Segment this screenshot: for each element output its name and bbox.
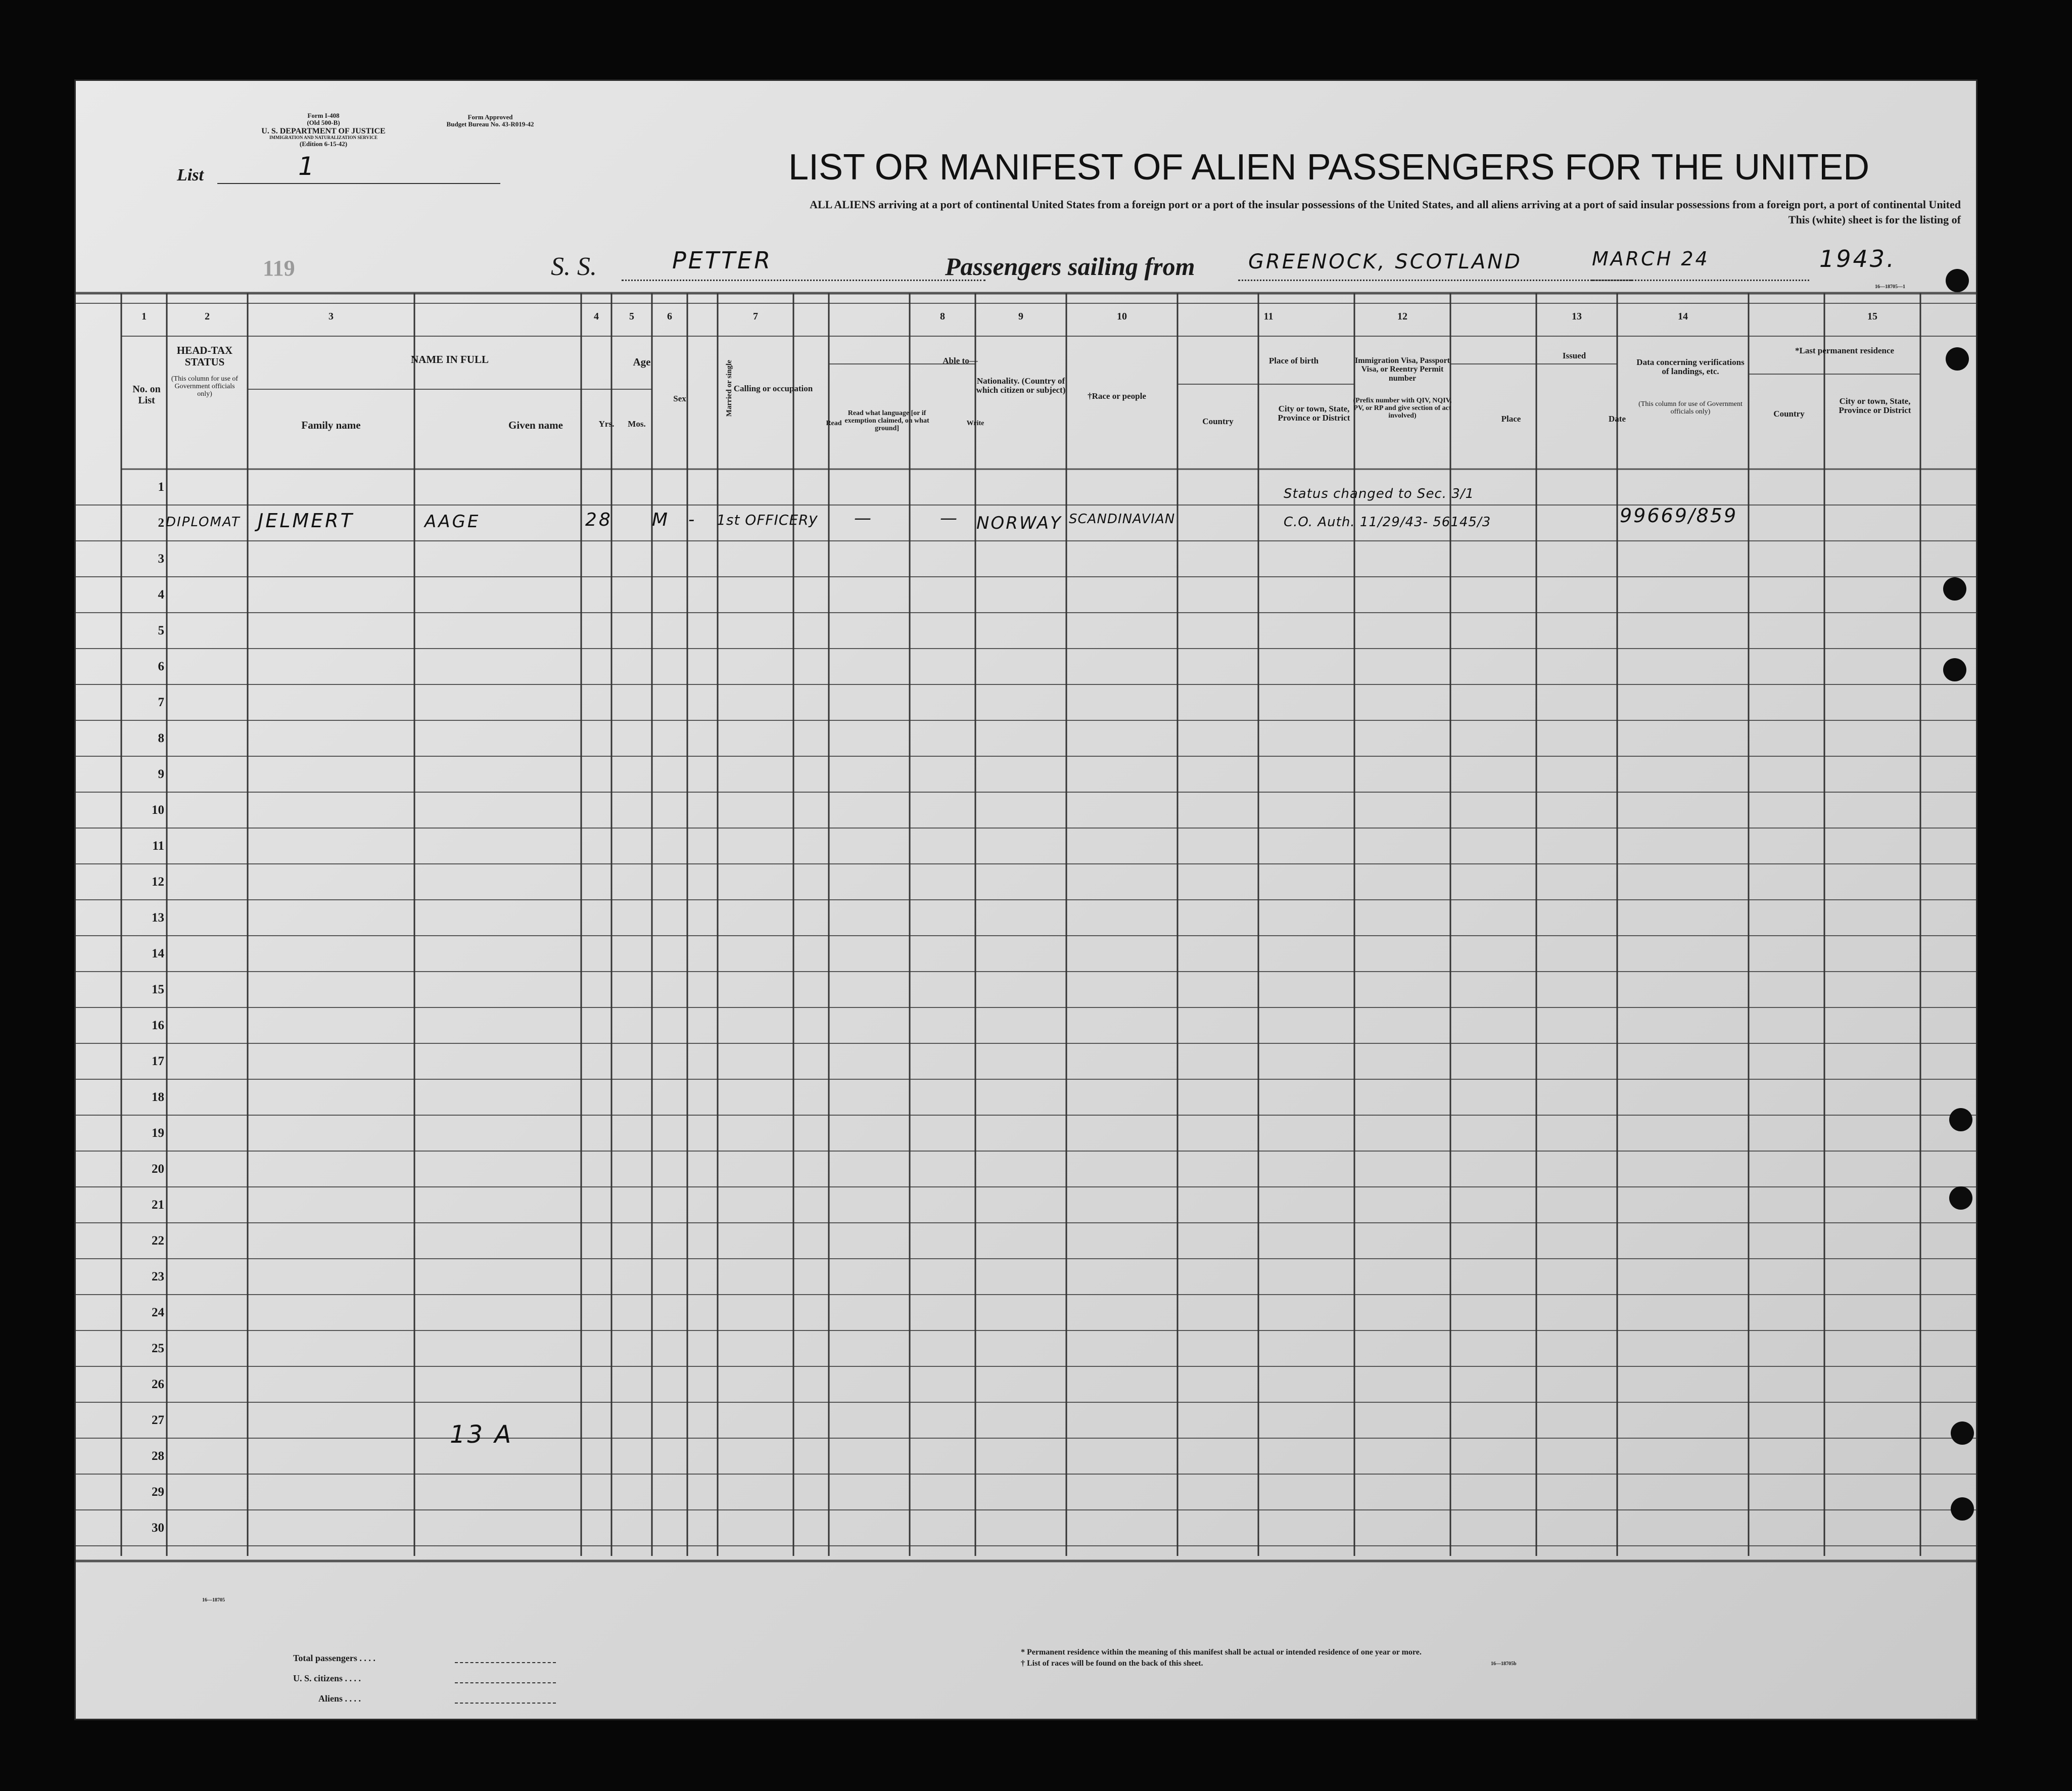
row-number: 4 — [158, 588, 164, 602]
column-number: 12 — [1397, 311, 1407, 322]
sailing-label: Passengers sailing from — [945, 252, 1195, 281]
header-last-residence: *Last permanent residence — [1795, 346, 1895, 355]
manifest-sheet — [76, 81, 1976, 1719]
punch-hole — [1951, 1497, 1974, 1521]
footer-code: 16—18705b — [1491, 1661, 1517, 1667]
punch-hole — [1943, 577, 1966, 601]
header-sex: Sex — [673, 394, 686, 403]
header-birth-city: City or town, State, Province or District — [1278, 404, 1350, 423]
entry-read: y — [809, 511, 820, 528]
footer-note-permanent: * Permanent residence within the meaning of this manifest shall be actual or intended residence of one year or more. — [1021, 1648, 1422, 1657]
header-nationality: Nationality. (Country of which citizen or subject) — [976, 376, 1066, 395]
header-data-note: (This column for use of Government officials only) — [1638, 400, 1743, 416]
row-number: 7 — [158, 696, 164, 709]
ss-label: S. S. — [551, 252, 597, 281]
header-no-on-list: No. on List — [132, 384, 161, 406]
footer-note-races: † List of races will be found on the back of this sheet. — [1021, 1659, 1203, 1668]
row-number: 8 — [158, 731, 164, 745]
row-number: 5 — [158, 624, 164, 637]
entry-age: 28 — [585, 510, 613, 530]
print-code: 16—18705—1 — [1875, 284, 1905, 290]
departure-year: 1943. — [1819, 245, 1896, 272]
column-number: 2 — [205, 311, 210, 322]
row-number: 18 — [152, 1090, 164, 1104]
row-number: 2 — [158, 516, 164, 530]
us-citizens-label: U. S. citizens . . . . — [293, 1673, 361, 1683]
manifest-subtitle: ALL ALIENS arriving at a port of continental United States from a foreign port or a port of the insular possessions of the United States, and all aliens arriving at a port of said insular possessions from a foreign port, a port of continental United — [810, 198, 1961, 211]
header-birth-country: Country — [1202, 417, 1234, 426]
row-number: 27 — [152, 1413, 164, 1427]
entry-nationality: NORWAY — [976, 513, 1062, 533]
service: IMMIGRATION AND NATURALIZATION SERVICE — [269, 135, 378, 141]
row-number: 11 — [152, 839, 164, 853]
entry-head-tax: DIPLOMAT — [166, 515, 241, 530]
ship-name: PETTER — [672, 247, 773, 274]
manifest-title: LIST OR MANIFEST OF ALIEN PASSENGERS FOR THE UNITED — [788, 147, 1870, 188]
row-number: 14 — [152, 947, 164, 960]
manifest-grid — [76, 81, 1976, 1719]
header-issued: Issued — [1562, 351, 1586, 360]
header-able-to: Able to— — [943, 356, 978, 365]
header-visa-note: (Prefix number with QIV, NQIV, PV, or RP and give section of act involved) — [1353, 397, 1452, 420]
header-family-name: Family name — [301, 419, 361, 431]
row-27-annotation: 13 A — [450, 1420, 513, 1449]
row-number: 28 — [152, 1449, 164, 1463]
header-visa: Immigration Visa, Passport Visa, or Reentry Permit number — [1355, 356, 1450, 383]
column-number: 9 — [1018, 311, 1023, 322]
form-number: Form I-408 — [307, 112, 340, 119]
header-name-in-full: NAME IN FULL — [410, 353, 489, 365]
header-issued-date: Date — [1609, 414, 1626, 424]
punch-hole — [1946, 269, 1969, 292]
edition: (Edition 6-15-42) — [299, 140, 348, 148]
entry-occupation: 1st OFFICER — [717, 512, 809, 528]
row-number: 3 — [158, 552, 164, 566]
total-passengers-label: Total passengers . . . . — [293, 1653, 375, 1663]
row-number: 22 — [152, 1234, 164, 1248]
row-number: 10 — [152, 803, 164, 817]
form-approved: Form Approved — [467, 113, 513, 121]
header-head-tax-note: (This column for use of Government officials only) — [171, 375, 239, 398]
entry-sex: M — [652, 510, 670, 530]
header-place-of-birth: Place of birth — [1268, 356, 1319, 365]
row-number: 25 — [152, 1342, 164, 1355]
column-number: 4 — [594, 311, 599, 322]
us-citizens-line — [455, 1682, 556, 1683]
row-number: 15 — [152, 983, 164, 996]
header-data-concerning: Data concerning verifications of landings, etc. — [1636, 357, 1745, 377]
row-number: 12 — [152, 875, 164, 889]
row-number: 30 — [152, 1521, 164, 1535]
row-number: 26 — [152, 1377, 164, 1391]
header-res-city: City or town, State, Province or District — [1839, 396, 1911, 416]
row-number: 23 — [152, 1270, 164, 1283]
column-number: 1 — [142, 311, 147, 322]
column-number: 7 — [753, 311, 758, 322]
header-write: Write — [966, 420, 984, 427]
header-yrs: Yrs. — [598, 419, 615, 429]
entry-given-name: AAGE — [425, 512, 481, 532]
entry-write: — — [940, 508, 959, 528]
old-form-number: (Old 500-B) — [307, 119, 340, 127]
entry-married: - — [688, 510, 697, 530]
row-number: 17 — [152, 1054, 164, 1068]
row-number: 16 — [152, 1019, 164, 1032]
row-number: 6 — [158, 660, 164, 673]
list-label: List — [177, 166, 204, 185]
department: U. S. DEPARTMENT OF JUSTICE — [261, 126, 386, 135]
entry-verification: 99669/859 — [1620, 504, 1738, 527]
header-given-name: Given name — [508, 419, 563, 431]
header-race: †Race or people — [1088, 391, 1146, 401]
budget-number: Budget Bureau No. 43-R019-42 — [446, 120, 534, 128]
header-head-tax: HEAD-TAX STATUS — [176, 344, 233, 368]
total-passengers-line — [455, 1662, 556, 1663]
row-number: 19 — [152, 1126, 164, 1140]
punch-hole — [1951, 1421, 1974, 1445]
punch-hole — [1949, 1108, 1972, 1131]
column-number: 3 — [328, 311, 334, 322]
column-number: 15 — [1867, 311, 1877, 322]
row-footer-code: 16—18705 — [202, 1597, 225, 1603]
header-age: Age — [633, 356, 651, 368]
row-number: 24 — [152, 1306, 164, 1319]
departure-port: GREENOCK, SCOTLAND — [1248, 250, 1522, 273]
column-number: 14 — [1678, 311, 1688, 322]
header-read-language: Read what language [or if exemption claimed, on what ground] — [844, 409, 929, 433]
manifest-subtitle-2: This (white) sheet is for the listing of — [1788, 213, 1961, 226]
column-number: 10 — [1117, 311, 1127, 322]
punch-hole — [1946, 347, 1969, 371]
entry-family-name: JELMERT — [258, 510, 354, 532]
entry-annotation-2: C.O. Auth. 11/29/43- 56145/3 — [1284, 515, 1491, 530]
entry-annotation-1: Status changed to Sec. 3/1 — [1284, 486, 1475, 501]
header-issued-place: Place — [1501, 414, 1521, 424]
column-number: 6 — [667, 311, 672, 322]
row-number: 1 — [158, 480, 164, 494]
stamp-number: 119 — [263, 256, 295, 281]
header-mos: Mos. — [628, 419, 646, 429]
entry-race: SCANDINAVIAN — [1069, 512, 1175, 527]
row-number: 13 — [152, 911, 164, 925]
entry-read-language: — — [854, 508, 873, 528]
header-calling: Calling or occupation — [733, 384, 813, 393]
header-married: Married or single — [725, 360, 733, 417]
row-number: 21 — [152, 1198, 164, 1212]
header-res-country: Country — [1773, 409, 1805, 419]
departure-date: MARCH 24 — [1592, 248, 1710, 270]
row-number: 9 — [158, 767, 164, 781]
column-number: 11 — [1263, 311, 1274, 322]
row-number: 29 — [152, 1485, 164, 1499]
header-read: Read — [826, 420, 842, 427]
list-value: 1 — [298, 152, 316, 181]
aliens-line — [455, 1703, 556, 1704]
punch-hole — [1943, 658, 1966, 681]
column-number: 13 — [1572, 311, 1582, 322]
punch-hole — [1949, 1186, 1972, 1210]
row-number: 20 — [152, 1162, 164, 1176]
aliens-label: Aliens . . . . — [318, 1693, 361, 1704]
column-number: 8 — [940, 311, 945, 322]
column-number: 5 — [629, 311, 634, 322]
